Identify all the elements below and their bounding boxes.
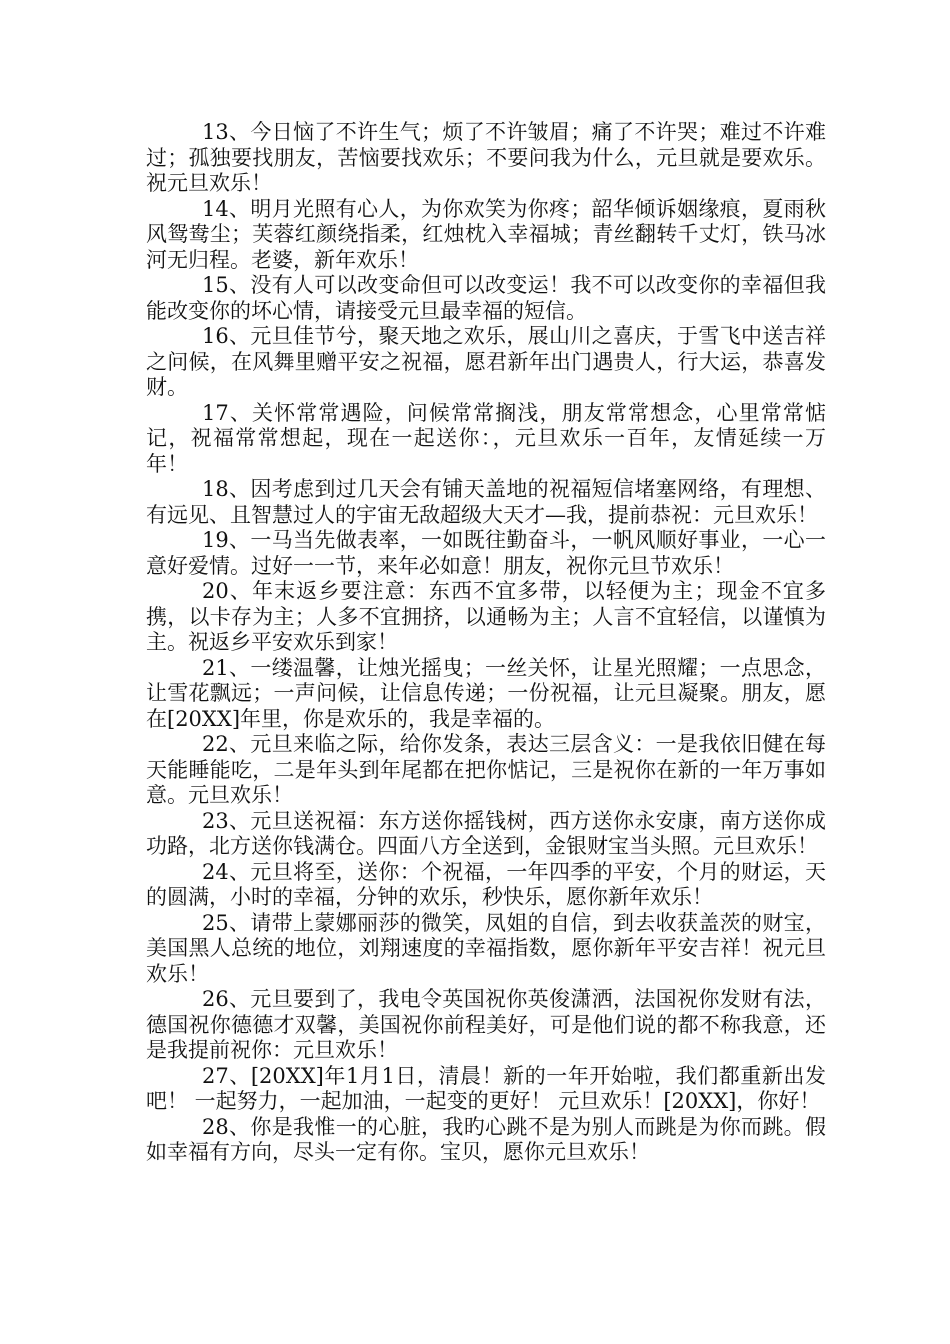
paragraph-15: 15、没有人可以改变命但可以改变运！我不可以改变你的幸福但我能改变你的坏心情，请接受元旦最幸福的短信。 (146, 273, 826, 323)
paragraph-19: 19、一马当先做表率，一如既往勤奋斗，一帆风顺好事业，一心一意好爱情。过好一一节，来年必如意！朋友，祝你元旦节欢乐！ (146, 528, 826, 578)
paragraph-16: 16、元旦佳节兮，聚天地之欢乐，展山川之喜庆，于雪飞中送吉祥之问候，在风舞里赠平安之祝福，愿君新年出门遇贵人，行大运，恭喜发财。 (146, 324, 826, 399)
paragraph-26: 26、元旦要到了，我电令英国祝你英俊潇洒，法国祝你发财有法，德国祝你德德才双馨，美国祝你前程美好，可是他们说的都不称我意，还是我提前祝你：元旦欢乐！ (146, 987, 826, 1062)
paragraph-13: 13、今日恼了不许生气；烦了不许皱眉；痛了不许哭；难过不许难过；孤独要找朋友，苦恼要找欢乐；不要问我为什么，元旦就是要欢乐。祝元旦欢乐！ (146, 120, 826, 195)
paragraph-23: 23、元旦送祝福：东方送你摇钱树，西方送你永安康，南方送你成功路，北方送你钱满仓。四面八方全送到，金银财宝当头照。元旦欢乐！ (146, 808, 826, 858)
paragraph-18: 18、因考虑到过几天会有铺天盖地的祝福短信堵塞网络，有理想、有远见、且智慧过人的宇宙无敌超级大天才—我，提前恭祝：元旦欢乐！ (146, 477, 826, 527)
document-body (146, 120, 826, 1166)
paragraph-14: 14、明月光照有心人，为你欢笑为你疼；韶华倾诉姻缘痕，夏雨秋风鸳鸯尘；芙蓉红颜绕指柔，红烛枕入幸福城；青丝翻转千丈灯，铁马冰河无归程。老婆，新年欢乐！ (146, 196, 826, 272)
paragraph-25: 25、请带上蒙娜丽莎的微笑，凤姐的自信，到去收获盖茨的财宝，美国黑人总统的地位，刘翔速度的幸福指数，愿你新年平安吉祥！祝元旦欢乐！ (146, 910, 826, 986)
paragraph-22: 22、元旦来临之际，给你发条，表达三层含义：一是我依旧健在每天能睡能吃，二是年头到年尾都在把你惦记，三是祝你在新的一年万事如意。元旦欢乐！ (146, 732, 826, 807)
paragraph-28: 28、你是我惟一的心脏，我旳心跳不是为别人而跳是为你而跳。假如幸福有方向，尽头一定有你。宝贝，愿你元旦欢乐！ (146, 1114, 826, 1164)
paragraph-17: 17、关怀常常遇险，问候常常搁浅，朋友常常想念，心里常常惦记，祝福常常想起，现在一起送你：，元旦欢乐一百年，友情延续一万年！ (146, 400, 826, 476)
paragraph-20: 20、年末返乡要注意：东西不宜多带，以轻便为主；现金不宜多携，以卡存为主；人多不宜拥挤，以通畅为主；人言不宜轻信，以谨慎为主。祝返乡平安欢乐到家！ (146, 579, 826, 654)
paragraph-27: 27、[20XX]年1月1日，清晨！新的一年开始啦，我们都重新出发吧！ 一起努力，一起加油，一起变的更好！ 元旦欢乐！[20XX]，你好！ (146, 1063, 826, 1113)
paragraph-21: 21、一缕温馨，让烛光摇曳；一丝关怀，让星光照耀；一点思念，让雪花飘远；一声问候，让信息传递；一份祝福，让元旦凝聚。朋友，愿在[20XX]年里，你是欢乐的，我是幸福的。 (146, 655, 826, 731)
paragraph-24: 24、元旦将至，送你：个祝福，一年四季的平安，个月的财运，天的圆满，小时的幸福，分钟的欢乐，秒快乐，愿你新年欢乐！ (146, 859, 826, 909)
